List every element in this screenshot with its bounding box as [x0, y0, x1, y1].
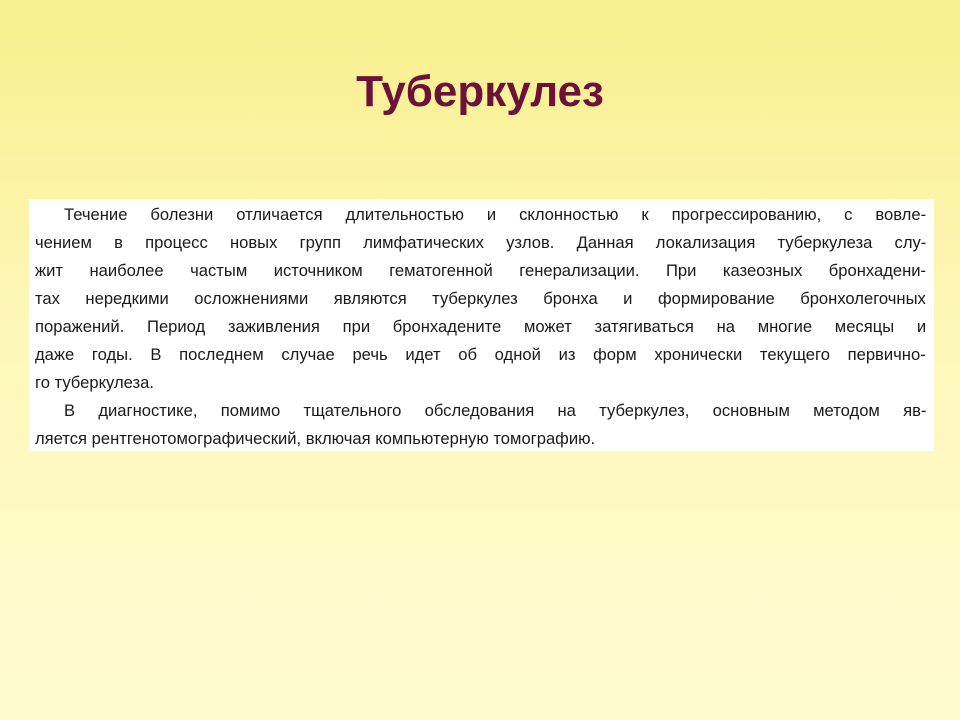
text-line: жит наиболее частым источником гематогенной генерализации. При казеозных бронхадени- — [35, 261, 927, 280]
text-line: поражений. Период заживления при бронхадените может затягиваться на многие месяцы и — [35, 317, 927, 336]
text-line: чением в процесс новых групп лимфатических узлов. Данная локализация туберкулеза слу- — [35, 233, 927, 252]
text-line: даже годы. В последнем случае речь идет об одной из форм хронически текущего первично- — [35, 345, 926, 364]
text-line: тах нередкими осложнениями являются туберкулез бронха и формирование бронхолегочных — [35, 289, 926, 308]
text-line: го туберкулеза. — [35, 373, 154, 392]
text-line: ляется рентгенотомографический, включая компьютерную томографию. — [35, 429, 596, 448]
slide-title: Туберкулез — [356, 67, 604, 116]
text-line: Течение болезни отличается длительностью и склонностью к прогрессированию, с вовле- — [64, 205, 927, 224]
text-panel — [29, 199, 934, 451]
text-line: В диагностике, помимо тщательного обследования на туберкулез, основным методом яв- — [64, 401, 927, 420]
